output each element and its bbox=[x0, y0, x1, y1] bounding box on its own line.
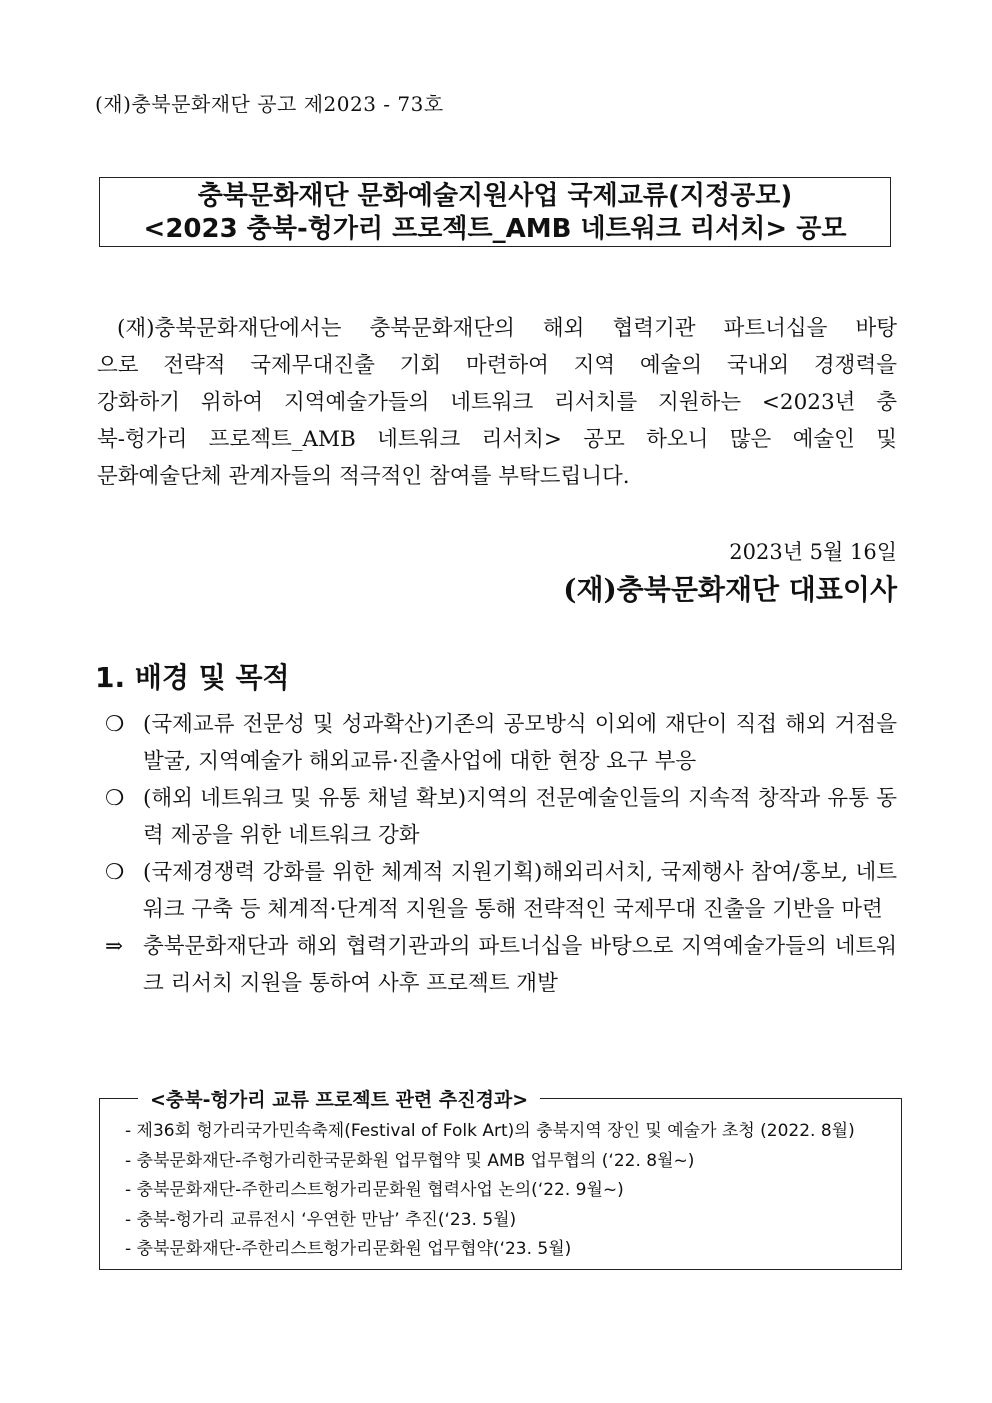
notice-number: (재)충북문화재단 공고 제2023 - 73호 bbox=[95, 92, 444, 116]
title-line-2: <2023 충북-헝가리 프로젝트_AMB 네트워크 리서치> 공모 bbox=[143, 214, 847, 244]
list-item-text: (국제교류 전문성 및 성과확산)기존의 공모방식 이외에 재단이 직접 해외 거점을 발굴, 지역예술가 해외교류·진출사업에 대한 현장 요구 부응 bbox=[143, 712, 897, 774]
history-list bbox=[125, 1117, 855, 1265]
section-title: 1. 배경 및 목적 bbox=[95, 661, 290, 694]
list-item-text: (해외 네트워크 및 유통 채널 확보)지역의 전문예술인들의 지속적 창작과 유통 동력 제공을 위한 네트워크 강화 bbox=[143, 786, 897, 848]
arrow-bullet-icon: ⇒ bbox=[105, 934, 124, 959]
intro-line: 강화하기 위하여 지역예술가들의 네트워크 리서치를 지원하는 <2023년 충 bbox=[97, 390, 897, 415]
intro-line: 북-헝가리 프로젝트_AMB 네트워크 리서치> 공모 하오니 많은 예술인 및 bbox=[97, 427, 897, 452]
intro-paragraph bbox=[97, 310, 897, 495]
list-item bbox=[105, 780, 897, 854]
history-item: - 충북문화재단-주헝가리한국문화원 업무협약 및 AMB 업무협의 (‘22. 8월~) bbox=[125, 1150, 695, 1171]
intro-line: 으로 전략적 국제무대진출 기회 마련하여 지역 예술의 국내외 경쟁력을 bbox=[97, 353, 897, 378]
circle-bullet-icon: ❍ bbox=[105, 860, 125, 885]
list-item bbox=[105, 928, 897, 1002]
history-item: - 충북문화재단-주한리스트헝가리문화원 협력사업 논의(‘22. 9월~) bbox=[125, 1180, 624, 1200]
history-item: - 제36회 헝가리국가민속축제(Festival of Folk Art)의 충북지역 장인 및 예술가 초청 (2022. 8월) bbox=[125, 1121, 855, 1141]
history-box-title: <충북-헝가리 교류 프로젝트 관련 추진경과> bbox=[138, 1085, 540, 1112]
history-item: - 충북문화재단-주한리스트헝가리문화원 업무협약(‘23. 5월) bbox=[125, 1239, 572, 1259]
circle-bullet-icon: ❍ bbox=[105, 786, 125, 811]
title-line-1: 충북문화재단 문화예술지원사업 국제교류(지정공모) bbox=[197, 181, 793, 211]
notice-date: 2023년 5월 16일 bbox=[729, 540, 897, 564]
intro-line: (재)충북문화재단에서는 충북문화재단의 해외 협력기관 파트너십을 바탕 bbox=[117, 316, 897, 341]
list-item bbox=[105, 854, 897, 928]
purpose-list bbox=[105, 706, 897, 1002]
circle-bullet-icon: ❍ bbox=[105, 712, 125, 737]
list-item-text: 충북문화재단과 해외 협력기관과의 파트너십을 바탕으로 지역예술가들의 네트워크 리서치 지원을 통하여 사후 프로젝트 개발 bbox=[143, 934, 897, 996]
organization-signature: (재)충북문화재단 대표이사 bbox=[563, 573, 897, 606]
document-title-box bbox=[99, 177, 891, 247]
list-item bbox=[105, 706, 897, 780]
list-item-text: (국제경쟁력 강화를 위한 체계적 지원기획)해외리서치, 국제행사 참여/홍보, 네트워크 구축 등 체계적·단계적 지원을 통해 전략적인 국제무대 진출을 기반을 마련 bbox=[143, 860, 897, 922]
history-item: - 충북-헝가리 교류전시 ‘우연한 만남’ 추진(‘23. 5월) bbox=[125, 1209, 517, 1230]
intro-line: 문화예술단체 관계자들의 적극적인 참여를 부탁드립니다. bbox=[97, 464, 630, 489]
